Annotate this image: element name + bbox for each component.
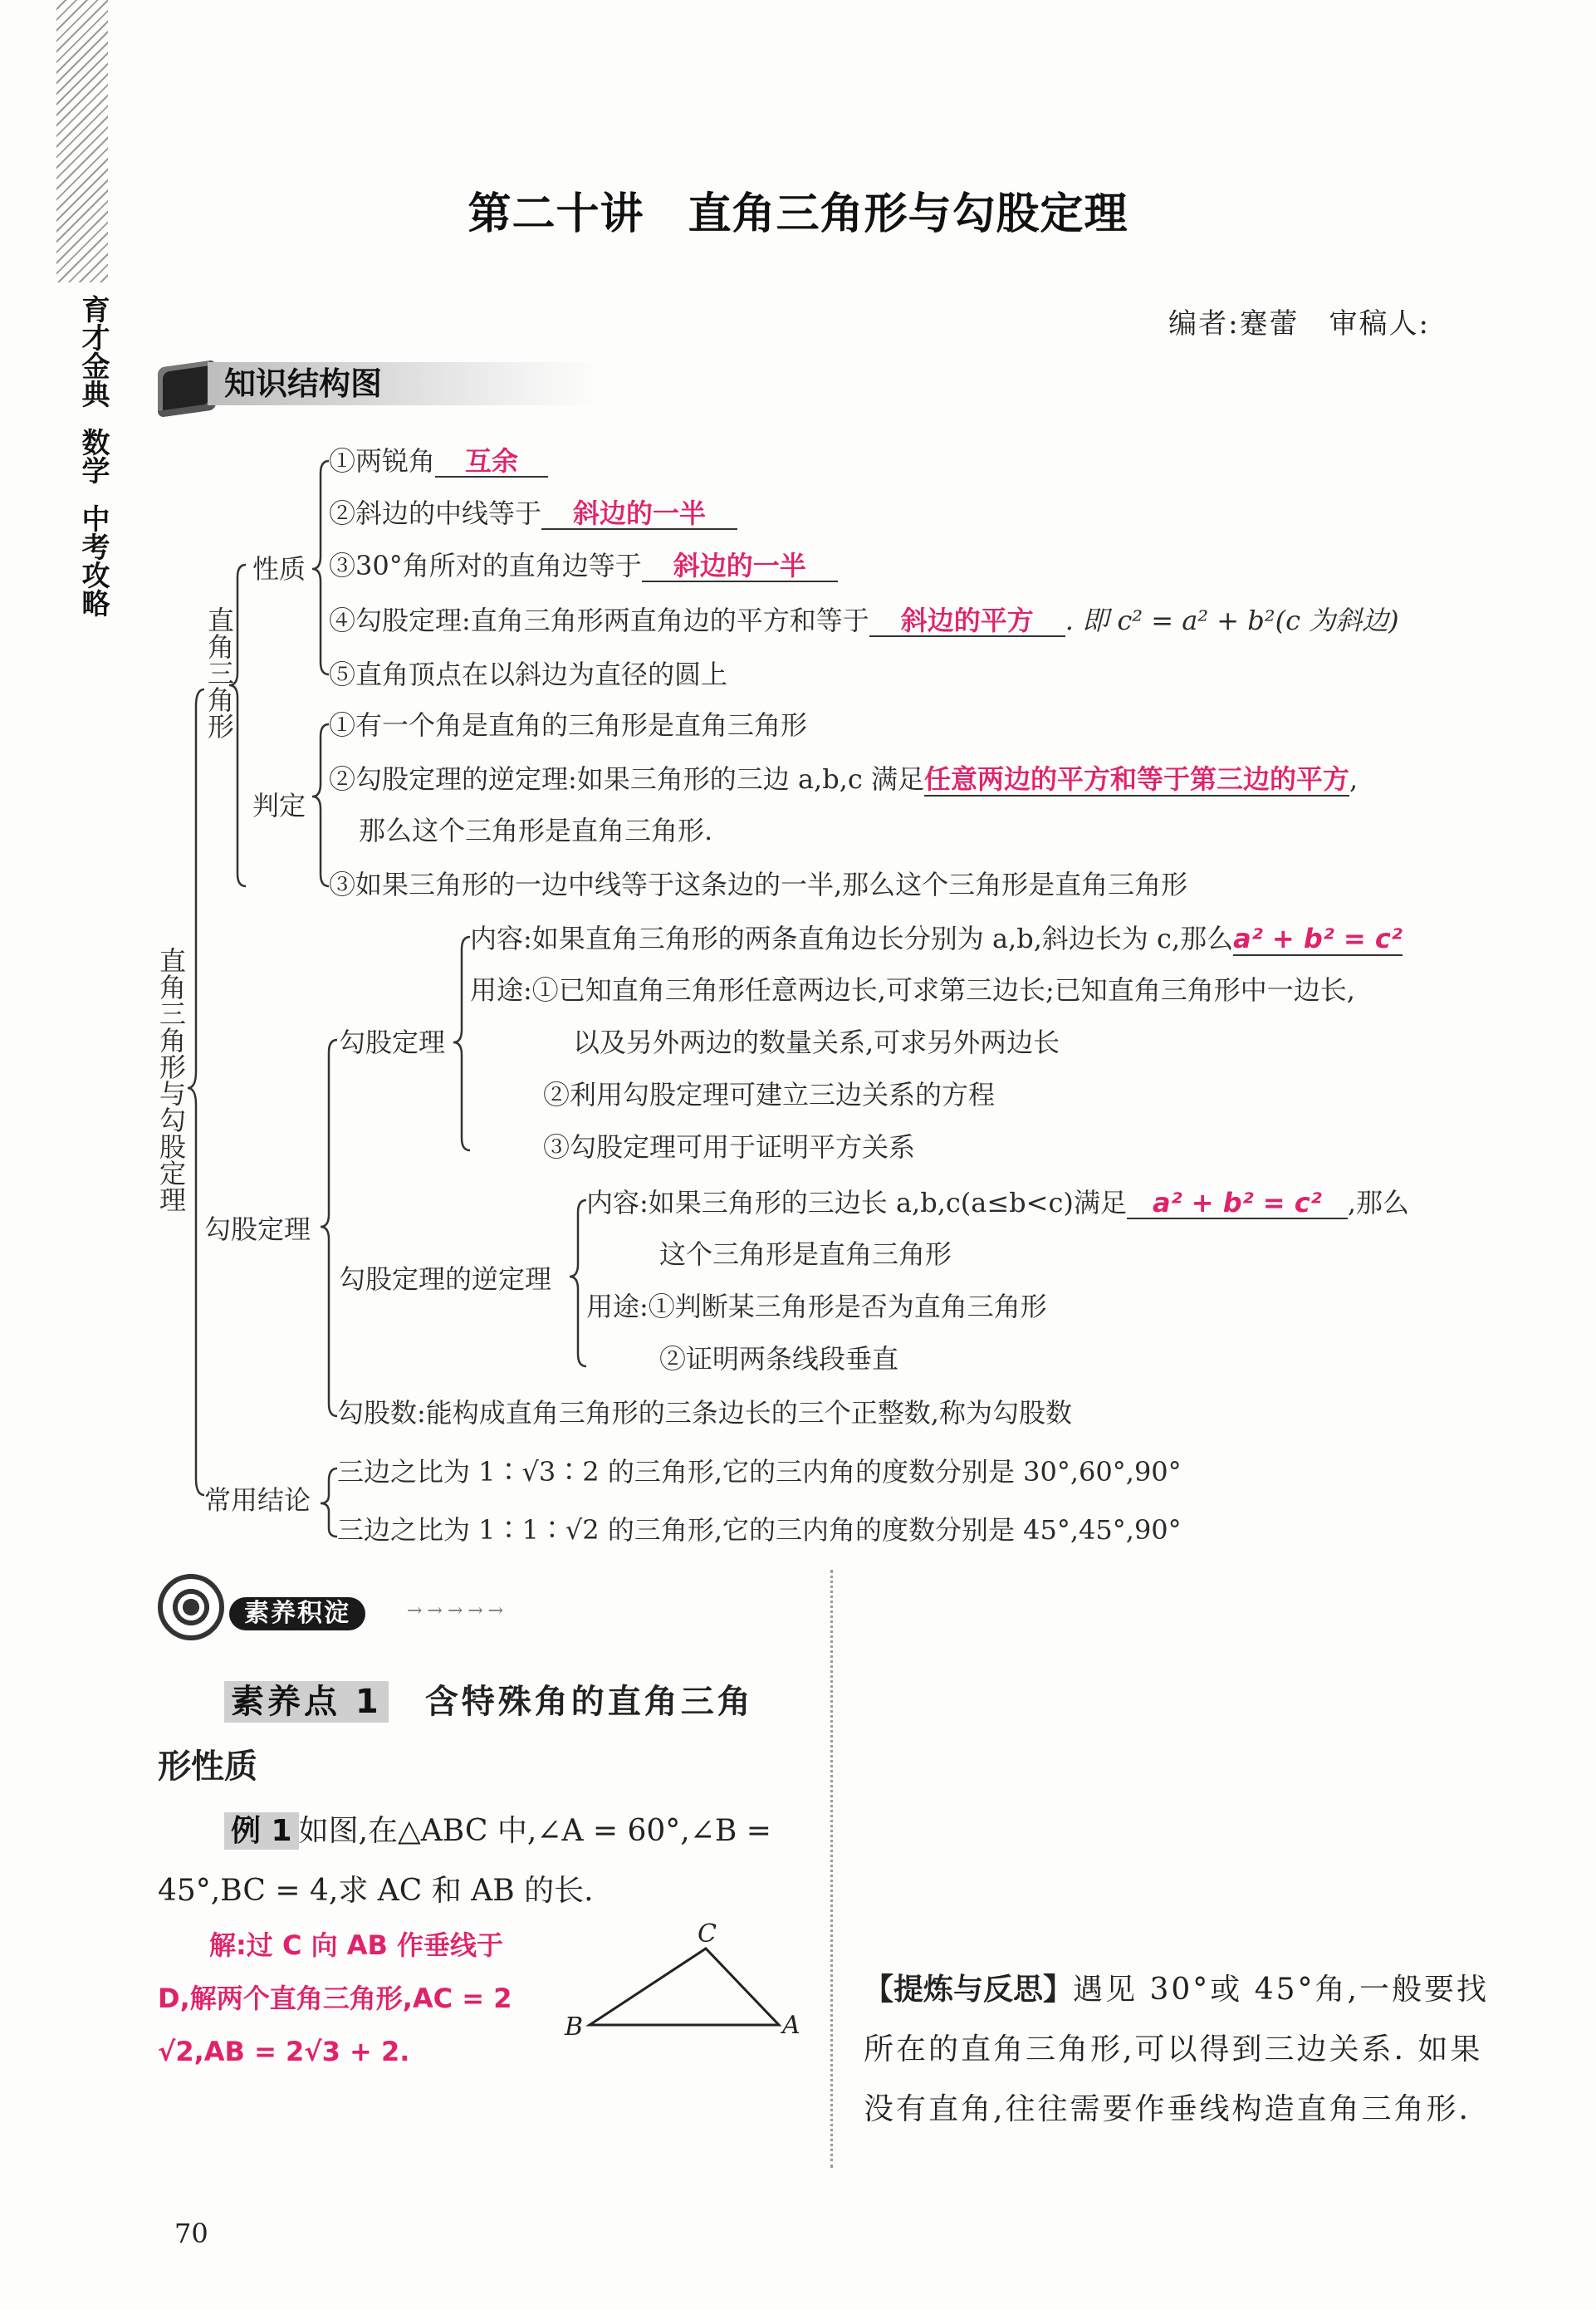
- gougu-theorem-label: 勾股定理: [339, 1027, 446, 1058]
- inverse-content-2: 这个三角形是直角三角形: [659, 1238, 952, 1270]
- arrow-icons: →→→→→: [407, 1601, 509, 1621]
- prop-1-text: ①两锐角: [329, 445, 436, 477]
- column-divider: [830, 1570, 833, 2168]
- inverse-content-answer: a² + b² = c²: [1127, 1188, 1348, 1219]
- pythagorean-numbers: 勾股数:能构成直角三角形的三条边长的三个正整数,称为勾股数: [337, 1397, 1072, 1429]
- judge-2-answer: 任意两边的平方和等于第三边的平方: [923, 763, 1349, 795]
- page-number: 70: [174, 2218, 208, 2249]
- author-line: 编者:蹇蕾 审稿人:: [1168, 307, 1430, 341]
- suyang-header: [158, 1574, 540, 1649]
- point-title: 含特殊角的直角三角: [424, 1683, 754, 1721]
- solution-2: D,解两个直角三角形,AC = 2: [158, 1983, 512, 2014]
- prop-3-answer: 斜边的一半: [642, 551, 838, 582]
- judge-2: [329, 762, 1358, 796]
- triangle-figure: [548, 1919, 814, 2060]
- prop-4: [329, 604, 1399, 637]
- inverse-content: [586, 1186, 1409, 1219]
- prop-1-answer: 互余: [435, 446, 548, 478]
- gougu-use-3: ③勾股定理可用于证明平方关系: [543, 1131, 916, 1163]
- prop-1: [329, 444, 548, 478]
- judge-3: ③如果三角形的一边中线等于这条边的一半,那么这个三角形是直角三角形: [329, 869, 1188, 900]
- gougu-use-1b: 以及另外两边的数量关系,可求另外两边长: [573, 1027, 1060, 1058]
- prop-4-post: . 即 c² = a² + b²(c 为斜边): [1065, 605, 1399, 636]
- page-title: 第二十讲 直角三角形与勾股定理: [468, 189, 1128, 239]
- reflection-body: 遇见 30°或 45°角,一般要找所在的直角三角形,可以得到三边关系. 如果没有直角,往往需要作垂线构造直角三角形.: [864, 1973, 1489, 2126]
- solution-3: √2,AB = 2√3 + 2.: [158, 2036, 410, 2067]
- inverse-content-post: ,那么: [1347, 1187, 1410, 1218]
- reflection-head: 【提炼与反思】: [864, 1973, 1074, 2007]
- section-label: 知识结构图: [208, 362, 598, 405]
- example-line-1: [224, 1801, 771, 1862]
- prop-5: ⑤直角顶点在以斜边为直径的圆上: [329, 659, 728, 690]
- common-1: 三边之比为 1∶√3∶2 的三角形,它的三内角的度数分别是 30°,60°,90°: [337, 1456, 1182, 1488]
- vertex-c-label: C: [698, 1919, 717, 1949]
- prop-3-text: ③30°角所对的直角边等于: [329, 550, 642, 581]
- side-series: 中考攻略: [76, 504, 110, 617]
- gougu-content-answer: a² + b² = c²: [1233, 923, 1403, 954]
- gougu-use-2: ②利用勾股定理可建立三边关系的方程: [543, 1079, 996, 1110]
- gougu-use-1: 用途:①已知直角三角形任意两边长,可求第三边长;已知直角三角形中一边长,: [470, 974, 1355, 1006]
- example-text-1: 如图,在△ABC 中,∠A = 60°,∠B =: [298, 1814, 771, 1848]
- side-vertical-label: [75, 295, 111, 617]
- common-2: 三边之比为 1∶1∶√2 的三角形,它的三内角的度数分别是 45°,45°,90°: [337, 1514, 1182, 1546]
- root-label-text: 直角三角形与勾股定理: [155, 947, 187, 1213]
- vertex-b-label: B: [565, 2012, 584, 2042]
- prop-2-text: ②斜边的中线等于: [329, 498, 542, 529]
- judge-2-text: ②勾股定理的逆定理:如果三角形的三边 a,b,c 满足: [329, 763, 924, 795]
- point-heading: [224, 1671, 754, 1733]
- example-line-2: 45°,BC = 4,求 AC 和 AB 的长.: [158, 1874, 594, 1908]
- inverse-use-1: 用途:①判断某三角形是否为直角三角形: [586, 1291, 1047, 1322]
- gougu-content: [470, 922, 1403, 955]
- solution-1: 解:过 C 向 AB 作垂线于: [209, 1929, 504, 1961]
- reflection-box: [864, 1960, 1495, 2140]
- triangle-abc: [590, 1949, 779, 2025]
- prop-4-text: ④勾股定理:直角三角形两直角边的平方和等于: [329, 605, 869, 636]
- rt-triangle-label: [203, 606, 236, 739]
- suyang-banner: 素养积淀: [229, 1597, 365, 1630]
- inverse-use-2: ②证明两条线段垂直: [659, 1343, 899, 1375]
- judge-2-line2: 那么这个三角形是直角三角形.: [359, 815, 713, 846]
- inverse-label: 勾股定理的逆定理: [339, 1263, 552, 1295]
- rt-triangle-text: 直角三角形: [203, 606, 235, 739]
- gougu-label: 勾股定理: [204, 1213, 311, 1245]
- example-tag: 例 1: [224, 1812, 299, 1850]
- target-icon: [158, 1574, 224, 1640]
- prop-2-answer: 斜边的一半: [541, 498, 737, 530]
- root-label: [154, 947, 188, 1213]
- vertex-a-label: A: [782, 2011, 800, 2040]
- inverse-content-text: 内容:如果三角形的三边长 a,b,c(a≤b<c)满足: [586, 1187, 1127, 1218]
- judge-1: ①有一个角是直角的三角形是直角三角形: [329, 709, 808, 741]
- prop-4-answer: 斜边的平方: [869, 605, 1065, 637]
- prop-3: [329, 549, 838, 582]
- props-label: 性质: [252, 553, 306, 585]
- common-label: 常用结论: [204, 1484, 311, 1516]
- side-subject: 数学: [76, 428, 110, 484]
- point-heading-2: 形性质: [158, 1748, 257, 1786]
- judge-2-post: ,: [1349, 763, 1359, 795]
- point-tag: 素养点 1: [224, 1681, 389, 1723]
- gougu-content-text: 内容:如果直角三角形的两条直角边长分别为 a,b,斜边长为 c,那么: [470, 923, 1234, 954]
- judge-label: 判定: [252, 790, 306, 821]
- prop-2: [329, 497, 737, 530]
- side-book: 育才金典: [76, 295, 110, 408]
